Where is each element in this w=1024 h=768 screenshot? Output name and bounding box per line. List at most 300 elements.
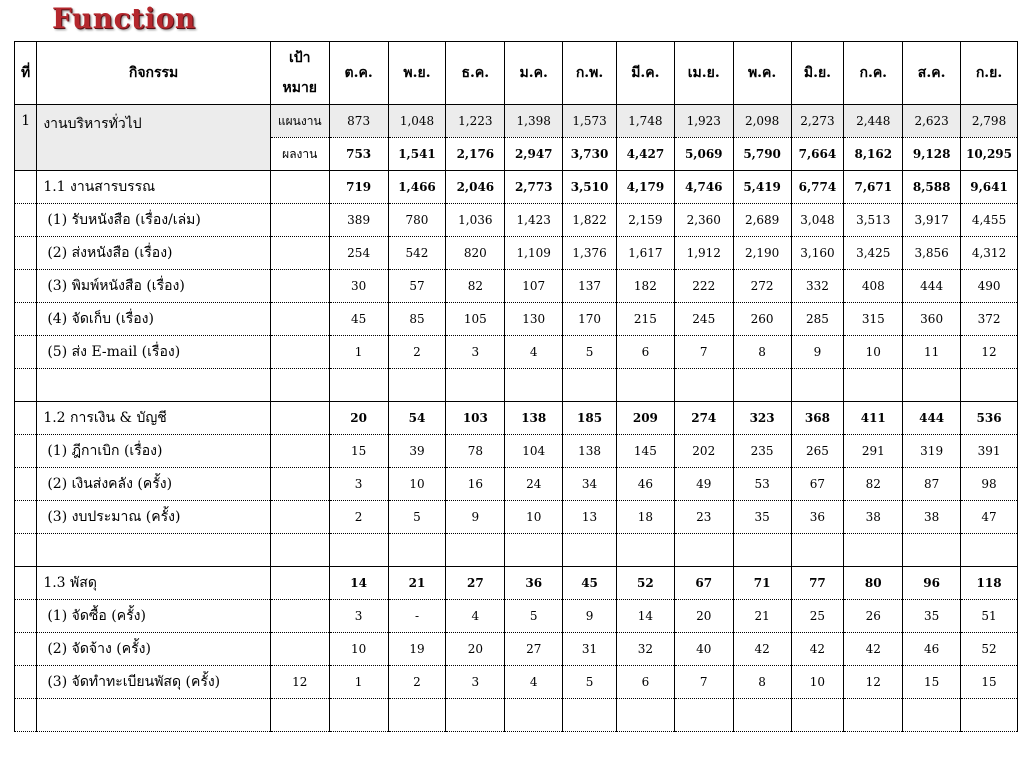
page-title: Function — [52, 2, 196, 35]
value-cell: 4,179 — [616, 171, 674, 204]
value-cell: 780 — [388, 204, 446, 237]
value-cell: 3,513 — [844, 204, 903, 237]
table-row — [15, 336, 1018, 369]
header-month: ก.พ. — [563, 42, 617, 105]
target-cell — [270, 171, 329, 204]
activity-cell: (4) จัดเก็บ (เรื่อง) — [37, 303, 270, 336]
value-cell — [616, 534, 674, 567]
activity-cell: (3) จัดทำทะเบียนพัสดุ (ครั้ง) — [37, 666, 270, 699]
value-cell: 202 — [674, 435, 733, 468]
activity-cell — [37, 369, 270, 402]
blank-row — [15, 699, 1018, 732]
value-cell: 42 — [791, 633, 844, 666]
value-cell: 215 — [616, 303, 674, 336]
value-cell — [844, 369, 903, 402]
value-cell: 35 — [903, 600, 961, 633]
value-cell: 408 — [844, 270, 903, 303]
row-no-cell — [15, 468, 37, 501]
value-cell: 21 — [388, 567, 446, 600]
target-cell — [270, 567, 329, 600]
result-cell: 4,427 — [616, 138, 674, 171]
value-cell: 3 — [446, 666, 505, 699]
plan-cell: 2,448 — [844, 105, 903, 138]
target-cell — [270, 336, 329, 369]
value-cell: 51 — [961, 600, 1018, 633]
value-cell: 104 — [505, 435, 563, 468]
value-cell: 52 — [961, 633, 1018, 666]
value-cell — [563, 699, 617, 732]
value-cell: 45 — [329, 303, 388, 336]
value-cell — [791, 369, 844, 402]
value-cell: 8 — [733, 336, 791, 369]
value-cell: 78 — [446, 435, 505, 468]
header-month: ส.ค. — [903, 42, 961, 105]
value-cell: 52 — [616, 567, 674, 600]
header-month: มี.ค. — [616, 42, 674, 105]
result-cell: 5,790 — [733, 138, 791, 171]
value-cell: 5 — [563, 666, 617, 699]
target-cell — [270, 600, 329, 633]
value-cell: 24 — [505, 468, 563, 501]
value-cell: 9 — [446, 501, 505, 534]
value-cell: 235 — [733, 435, 791, 468]
value-cell — [903, 534, 961, 567]
value-cell: 5,419 — [733, 171, 791, 204]
table-row — [15, 468, 1018, 501]
result-cell: 2,947 — [505, 138, 563, 171]
table-row — [15, 666, 1018, 699]
section-name: งานบริหารทั่วไป — [37, 105, 270, 171]
value-cell: - — [388, 600, 446, 633]
row-no-cell — [15, 699, 37, 732]
value-cell: 54 — [388, 402, 446, 435]
value-cell: 42 — [733, 633, 791, 666]
value-cell: 26 — [844, 600, 903, 633]
value-cell: 23 — [674, 501, 733, 534]
activity-cell — [37, 534, 270, 567]
result-label: ผลงาน — [270, 138, 329, 171]
value-cell: 27 — [446, 567, 505, 600]
value-cell: 3 — [446, 336, 505, 369]
value-cell: 1,036 — [446, 204, 505, 237]
plan-cell: 1,573 — [563, 105, 617, 138]
plan-cell: 873 — [329, 105, 388, 138]
blank-row — [15, 369, 1018, 402]
value-cell — [616, 699, 674, 732]
value-cell: 2,360 — [674, 204, 733, 237]
plan-label: แผนงาน — [270, 105, 329, 138]
value-cell — [733, 699, 791, 732]
value-cell: 137 — [563, 270, 617, 303]
value-cell: 222 — [674, 270, 733, 303]
target-cell — [270, 402, 329, 435]
value-cell: 8,588 — [903, 171, 961, 204]
value-cell: 31 — [563, 633, 617, 666]
activity-cell: (1) ฎีกาเบิก (เรื่อง) — [37, 435, 270, 468]
value-cell: 209 — [616, 402, 674, 435]
header-target-line2: หมาย — [282, 80, 318, 96]
row-no-cell — [15, 633, 37, 666]
value-cell: 3,048 — [791, 204, 844, 237]
value-cell — [903, 369, 961, 402]
plan-cell: 2,798 — [961, 105, 1018, 138]
value-cell — [903, 699, 961, 732]
value-cell: 5 — [563, 336, 617, 369]
value-cell — [446, 534, 505, 567]
value-cell: 411 — [844, 402, 903, 435]
plan-cell: 1,048 — [388, 105, 446, 138]
section-plan-row — [15, 105, 1018, 138]
value-cell: 98 — [961, 468, 1018, 501]
plan-cell: 2,273 — [791, 105, 844, 138]
value-cell: 2 — [388, 336, 446, 369]
activity-cell: (2) ส่งหนังสือ (เรื่อง) — [37, 237, 270, 270]
value-cell: 360 — [903, 303, 961, 336]
target-cell — [270, 270, 329, 303]
value-cell: 1,822 — [563, 204, 617, 237]
activity-cell: 1.3 พัสดุ — [37, 567, 270, 600]
value-cell: 107 — [505, 270, 563, 303]
value-cell: 21 — [733, 600, 791, 633]
target-cell — [270, 501, 329, 534]
value-cell: 77 — [791, 567, 844, 600]
target-cell — [270, 633, 329, 666]
row-no-cell — [15, 237, 37, 270]
value-cell: 6,774 — [791, 171, 844, 204]
group-row — [15, 402, 1018, 435]
activity-cell: (2) เงินส่งคลัง (ครั้ง) — [37, 468, 270, 501]
value-cell: 10 — [844, 336, 903, 369]
target-cell — [270, 204, 329, 237]
value-cell: 4,746 — [674, 171, 733, 204]
value-cell: 80 — [844, 567, 903, 600]
value-cell — [563, 534, 617, 567]
value-cell: 391 — [961, 435, 1018, 468]
header-month: เม.ย. — [674, 42, 733, 105]
table-row — [15, 435, 1018, 468]
value-cell: 11 — [903, 336, 961, 369]
value-cell: 27 — [505, 633, 563, 666]
result-cell: 3,730 — [563, 138, 617, 171]
value-cell: 7 — [674, 666, 733, 699]
blank-row — [15, 534, 1018, 567]
value-cell — [844, 699, 903, 732]
row-no-cell — [15, 435, 37, 468]
value-cell: 319 — [903, 435, 961, 468]
row-no-cell — [15, 666, 37, 699]
value-cell: 719 — [329, 171, 388, 204]
result-cell: 753 — [329, 138, 388, 171]
value-cell: 49 — [674, 468, 733, 501]
target-cell — [270, 303, 329, 336]
row-no-cell — [15, 270, 37, 303]
value-cell: 2,159 — [616, 204, 674, 237]
plan-cell: 2,623 — [903, 105, 961, 138]
header-no: ที่ — [15, 42, 37, 105]
header-month: ก.ค. — [844, 42, 903, 105]
value-cell: 285 — [791, 303, 844, 336]
value-cell: 103 — [446, 402, 505, 435]
value-cell: 15 — [329, 435, 388, 468]
result-cell: 8,162 — [844, 138, 903, 171]
value-cell — [388, 699, 446, 732]
value-cell — [446, 699, 505, 732]
value-cell: 71 — [733, 567, 791, 600]
row-no-cell — [15, 204, 37, 237]
value-cell: 274 — [674, 402, 733, 435]
result-cell: 7,664 — [791, 138, 844, 171]
value-cell: 40 — [674, 633, 733, 666]
value-cell — [733, 369, 791, 402]
value-cell: 47 — [961, 501, 1018, 534]
value-cell: 20 — [329, 402, 388, 435]
value-cell: 389 — [329, 204, 388, 237]
value-cell: 67 — [791, 468, 844, 501]
activity-cell: (1) จัดซื้อ (ครั้ง) — [37, 600, 270, 633]
value-cell: 53 — [733, 468, 791, 501]
value-cell — [961, 699, 1018, 732]
value-cell: 3,510 — [563, 171, 617, 204]
header-month: ต.ค. — [329, 42, 388, 105]
activity-cell — [37, 699, 270, 732]
value-cell: 13 — [563, 501, 617, 534]
value-cell — [961, 534, 1018, 567]
value-cell — [329, 699, 388, 732]
value-cell — [329, 534, 388, 567]
value-cell: 2,689 — [733, 204, 791, 237]
value-cell: 315 — [844, 303, 903, 336]
value-cell: 372 — [961, 303, 1018, 336]
value-cell: 6 — [616, 666, 674, 699]
target-cell — [270, 369, 329, 402]
activity-cell: 1.1 งานสารบรรณ — [37, 171, 270, 204]
header-target — [270, 42, 329, 105]
value-cell: 1,617 — [616, 237, 674, 270]
value-cell — [791, 699, 844, 732]
section-no: 1 — [15, 105, 37, 171]
value-cell: 46 — [903, 633, 961, 666]
value-cell: 105 — [446, 303, 505, 336]
value-cell: 5 — [505, 600, 563, 633]
value-cell: 1,109 — [505, 237, 563, 270]
table-row — [15, 633, 1018, 666]
row-no-cell — [15, 303, 37, 336]
header-month: พ.ย. — [388, 42, 446, 105]
value-cell: 67 — [674, 567, 733, 600]
target-cell: 12 — [270, 666, 329, 699]
value-cell: 170 — [563, 303, 617, 336]
target-cell — [270, 435, 329, 468]
table-row — [15, 204, 1018, 237]
value-cell: 490 — [961, 270, 1018, 303]
value-cell: 130 — [505, 303, 563, 336]
value-cell: 12 — [961, 336, 1018, 369]
value-cell: 34 — [563, 468, 617, 501]
activity-cell: 1.2 การเงิน & บัญชี — [37, 402, 270, 435]
value-cell: 9 — [791, 336, 844, 369]
value-cell: 5 — [388, 501, 446, 534]
value-cell: 10 — [329, 633, 388, 666]
plan-cell: 1,748 — [616, 105, 674, 138]
header-month: พ.ค. — [733, 42, 791, 105]
plan-cell: 1,923 — [674, 105, 733, 138]
value-cell: 10 — [505, 501, 563, 534]
value-cell: 444 — [903, 402, 961, 435]
value-cell: 4 — [446, 600, 505, 633]
value-cell — [563, 369, 617, 402]
value-cell: 185 — [563, 402, 617, 435]
value-cell: 20 — [446, 633, 505, 666]
value-cell — [446, 369, 505, 402]
value-cell: 20 — [674, 600, 733, 633]
value-cell: 182 — [616, 270, 674, 303]
value-cell: 245 — [674, 303, 733, 336]
value-cell: 1,423 — [505, 204, 563, 237]
value-cell: 96 — [903, 567, 961, 600]
row-no-cell — [15, 402, 37, 435]
value-cell: 820 — [446, 237, 505, 270]
value-cell: 368 — [791, 402, 844, 435]
value-cell — [505, 369, 563, 402]
value-cell: 15 — [961, 666, 1018, 699]
plan-cell: 1,398 — [505, 105, 563, 138]
value-cell: 10 — [388, 468, 446, 501]
row-no-cell — [15, 600, 37, 633]
value-cell: 2,773 — [505, 171, 563, 204]
activity-cell: (5) ส่ง E-mail (เรื่อง) — [37, 336, 270, 369]
value-cell: 2 — [329, 501, 388, 534]
value-cell: 15 — [903, 666, 961, 699]
value-cell: 4 — [505, 336, 563, 369]
value-cell: 265 — [791, 435, 844, 468]
value-cell: 14 — [329, 567, 388, 600]
value-cell: 42 — [844, 633, 903, 666]
value-cell: 12 — [844, 666, 903, 699]
group-row — [15, 171, 1018, 204]
row-no-cell — [15, 501, 37, 534]
value-cell: 3 — [329, 468, 388, 501]
value-cell: 2 — [388, 666, 446, 699]
value-cell: 542 — [388, 237, 446, 270]
header-activity: กิจกรรม — [37, 42, 270, 105]
header-month: มิ.ย. — [791, 42, 844, 105]
value-cell: 1,376 — [563, 237, 617, 270]
value-cell: 272 — [733, 270, 791, 303]
value-cell: 46 — [616, 468, 674, 501]
row-no-cell — [15, 336, 37, 369]
plan-cell: 2,098 — [733, 105, 791, 138]
activity-cell: (2) จัดจ้าง (ครั้ง) — [37, 633, 270, 666]
value-cell — [961, 369, 1018, 402]
value-cell: 30 — [329, 270, 388, 303]
value-cell: 9,641 — [961, 171, 1018, 204]
value-cell: 6 — [616, 336, 674, 369]
header-month: ก.ย. — [961, 42, 1018, 105]
value-cell: 7 — [674, 336, 733, 369]
value-cell: 35 — [733, 501, 791, 534]
value-cell: 16 — [446, 468, 505, 501]
value-cell: 19 — [388, 633, 446, 666]
value-cell — [616, 369, 674, 402]
table-row — [15, 237, 1018, 270]
target-cell — [270, 237, 329, 270]
value-cell: 18 — [616, 501, 674, 534]
value-cell: 36 — [791, 501, 844, 534]
value-cell — [505, 534, 563, 567]
row-no-cell — [15, 171, 37, 204]
header-month: ธ.ค. — [446, 42, 505, 105]
header-month: ม.ค. — [505, 42, 563, 105]
result-cell: 5,069 — [674, 138, 733, 171]
value-cell — [388, 534, 446, 567]
value-cell: 9 — [563, 600, 617, 633]
value-cell: 444 — [903, 270, 961, 303]
plan-cell: 1,223 — [446, 105, 505, 138]
value-cell — [791, 534, 844, 567]
value-cell: 4,455 — [961, 204, 1018, 237]
value-cell: 1 — [329, 336, 388, 369]
result-cell: 9,128 — [903, 138, 961, 171]
target-cell — [270, 699, 329, 732]
value-cell: 85 — [388, 303, 446, 336]
value-cell: 38 — [903, 501, 961, 534]
value-cell: 36 — [505, 567, 563, 600]
value-cell: 3 — [329, 600, 388, 633]
value-cell: 1,912 — [674, 237, 733, 270]
value-cell: 7,671 — [844, 171, 903, 204]
function-table — [14, 41, 1018, 732]
value-cell: 536 — [961, 402, 1018, 435]
value-cell: 323 — [733, 402, 791, 435]
value-cell — [674, 534, 733, 567]
value-cell: 4,312 — [961, 237, 1018, 270]
value-cell — [329, 369, 388, 402]
value-cell: 2,046 — [446, 171, 505, 204]
value-cell: 4 — [505, 666, 563, 699]
value-cell: 291 — [844, 435, 903, 468]
value-cell: 39 — [388, 435, 446, 468]
value-cell: 14 — [616, 600, 674, 633]
value-cell: 87 — [903, 468, 961, 501]
value-cell: 3,160 — [791, 237, 844, 270]
value-cell: 38 — [844, 501, 903, 534]
activity-cell: (1) รับหนังสือ (เรื่อง/เล่ม) — [37, 204, 270, 237]
result-cell: 1,541 — [388, 138, 446, 171]
value-cell: 145 — [616, 435, 674, 468]
value-cell: 10 — [791, 666, 844, 699]
value-cell: 254 — [329, 237, 388, 270]
result-cell: 10,295 — [961, 138, 1018, 171]
value-cell: 332 — [791, 270, 844, 303]
value-cell: 82 — [446, 270, 505, 303]
value-cell: 118 — [961, 567, 1018, 600]
value-cell: 2,190 — [733, 237, 791, 270]
row-no-cell — [15, 567, 37, 600]
group-row — [15, 567, 1018, 600]
value-cell — [674, 369, 733, 402]
header-row — [15, 42, 1018, 105]
table-row — [15, 270, 1018, 303]
target-cell — [270, 468, 329, 501]
activity-cell: (3) งบประมาณ (ครั้ง) — [37, 501, 270, 534]
value-cell: 3,917 — [903, 204, 961, 237]
value-cell: 57 — [388, 270, 446, 303]
value-cell: 1 — [329, 666, 388, 699]
row-no-cell — [15, 534, 37, 567]
table-row — [15, 303, 1018, 336]
row-no-cell — [15, 369, 37, 402]
activity-cell: (3) พิมพ์หนังสือ (เรื่อง) — [37, 270, 270, 303]
